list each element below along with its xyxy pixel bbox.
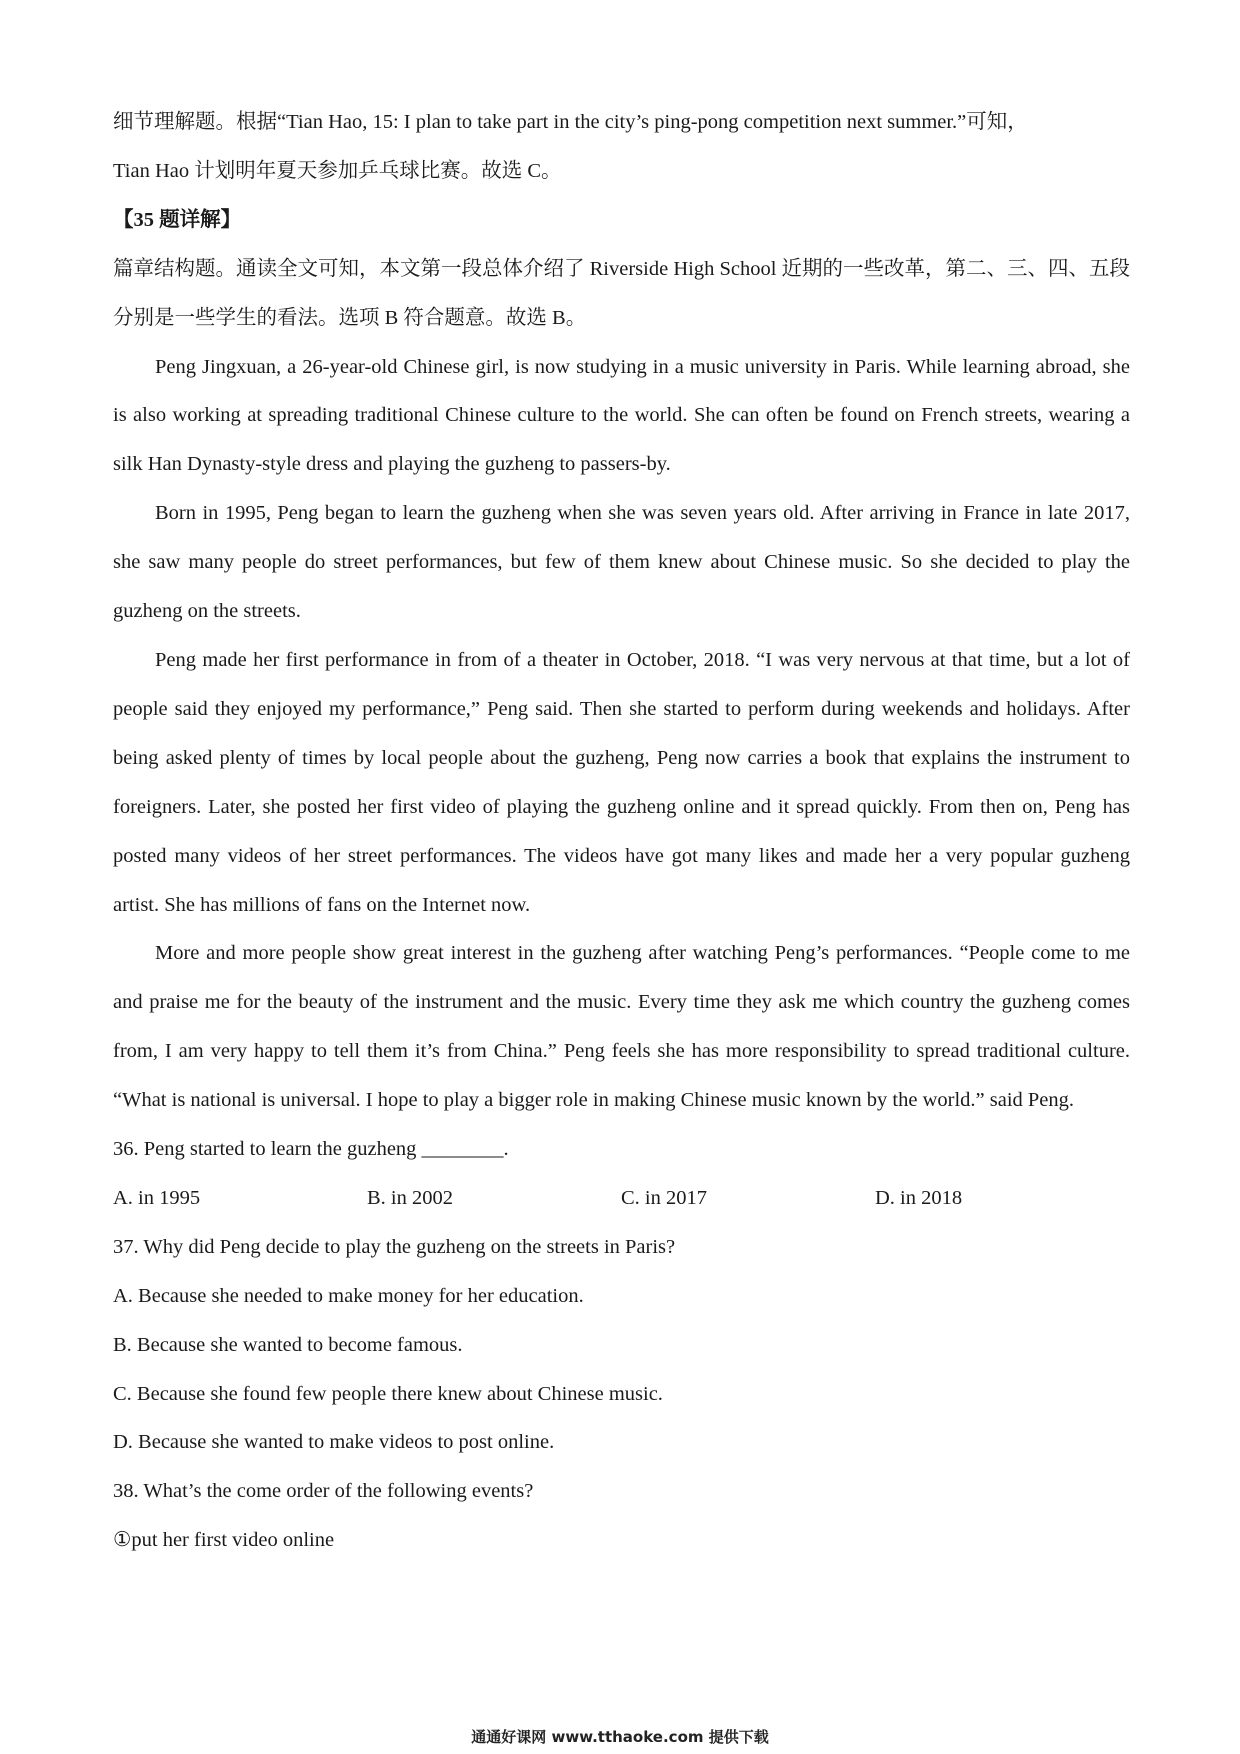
question-37-option-b: B. Because she wanted to become famous. [113,1333,463,1356]
reading-passage [113,343,1130,1126]
question-37-option-c: C. Because she found few people there knew about Chinese music. [113,1382,663,1405]
answer-35-text: 篇章结构题。通读全文可知，本文第一段总体介绍了 Riverside High School 近期的一些改革，第二、三、四、五段分别是一些学生的看法。选项 B 符合题意。故选 B。 [113,257,1131,329]
question-37-stem: 37. Why did Peng decide to play the guzheng on the streets in Paris? [113,1235,676,1258]
prev-answer-line-2: Tian Hao 计划明年夏天参加乒乓球比赛。故选 C。 [113,159,562,182]
question-37 [113,1223,1130,1468]
question-37-option-d: D. Because she wanted to make videos to post online. [113,1431,555,1454]
question-36-options [113,1174,1130,1223]
question-37-option-a: A. Because she needed to make money for her education. [113,1284,584,1307]
question-38-event-1: ①put her first video online [113,1529,335,1552]
document-page [113,98,1130,1565]
question-36-option-d: D. in 2018 [875,1186,963,1209]
question-38-stem: 38. What’s the come order of the following events? [113,1480,534,1503]
question-36 [113,1125,1130,1223]
passage-paragraph-1: Peng Jingxuan, a 26-year-old Chinese girl, is now studying in a music university in Paris. While learning abroad, she is also working at spreading traditional Chinese culture to the world. She can often be found on French streets, wearing a silk Han Dynasty-style dress and playing the guzheng to passers-by. [113,355,1130,476]
question-36-option-b: B. in 2002 [367,1186,453,1209]
passage-paragraph-2: Born in 1995, Peng began to learn the guzheng when she was seven years old. After arriving in France in late 2017, she saw many people do street performances, but few of them knew about Chinese music. So she decided to play the guzheng on the streets. [113,502,1130,623]
passage-paragraph-4: More and more people show great interest in the guzheng after watching Peng’s performances. “People come to me and praise me for the beauty of the instrument and the music. Every time they ask me which country the guzheng comes from, I am very happy to tell them it’s from China.” Peng feels she has more responsibility to spread traditional culture. “What is national is universal. I hope to play a bigger role in making Chinese music known by the world.” said Peng. [113,942,1130,1112]
answer-35-heading: 【35 题详解】 [113,208,242,231]
page-footer: 通通好课网 www.tthaoke.com 提供下载 [471,1728,769,1746]
question-36-option-c: C. in 2017 [621,1186,707,1209]
question-36-option-a: A. in 1995 [113,1186,201,1209]
question-36-stem: 36. Peng started to learn the guzheng ________. [113,1138,509,1161]
passage-paragraph-3: Peng made her first performance in from of a theater in October, 2018. “I was very nervous at that time, but a lot of people said they enjoyed my performance,” Peng said. Then she started to perform during weekends and holidays. After being asked plenty of times by local people about the guzheng, Peng now carries a book that explains the instrument to foreigners. Later, she posted her first video of playing the guzheng online and it spread quickly. From then on, Peng has posted many videos of her street performances. The videos have got many likes and made her a very popular guzheng artist. She has millions of fans on the Internet now. [113,648,1130,916]
prev-answer-line-1: 细节理解题。根据“Tian Hao, 15: I plan to take part in the city’s ping-pong competition next summer.”可知， [113,111,1028,133]
question-38 [113,1467,1130,1565]
